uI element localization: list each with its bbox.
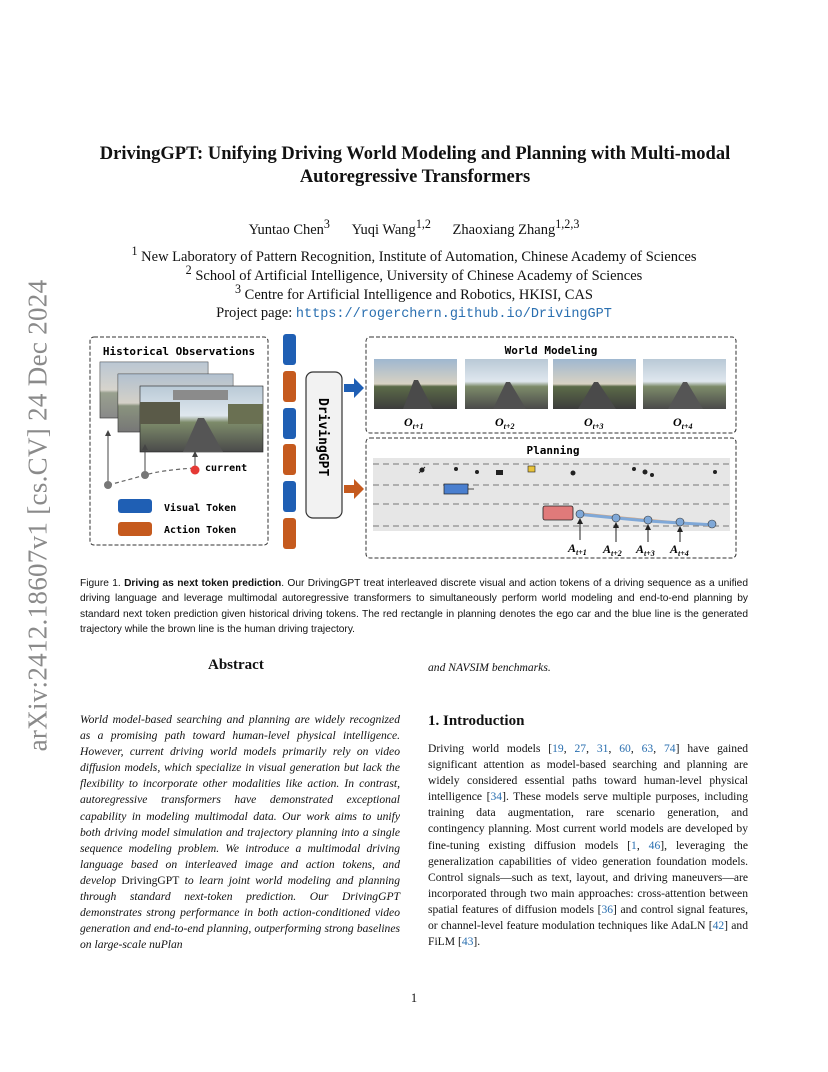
frame-label: $O_{t+4}$	[673, 415, 693, 431]
citation-link[interactable]: 46	[648, 838, 661, 852]
frame-label: $O_{t+3}$	[584, 415, 604, 431]
citation-link[interactable]: 36	[601, 902, 614, 916]
citation-link[interactable]: 34	[490, 790, 503, 804]
waypoint	[708, 520, 716, 528]
figure-caption: Figure 1. Driving as next token prediction. Our DrivingGPT treat interleaved discrete visual and action tokens of a driving sequence as a unified driving language and leverage multimodal autoregressive transformers to simultaneously perform world modeling and end-to-end planning by standard next token prediction given historical driving tokens. The red rectangle in planning denotes the ego car and the blue line is the generated trajectory while the brown line is the human driving trajectory.	[80, 578, 748, 635]
world-modeling-label: World Modeling	[504, 344, 598, 357]
project-page-label: Project page:	[216, 305, 293, 321]
introduction-heading: 1. Introduction	[428, 713, 525, 729]
legend-visual-swatch	[118, 499, 152, 513]
action-label: $A_{t+2}$	[603, 542, 622, 558]
historical-label: Historical Observations	[102, 345, 256, 358]
legend-action-swatch	[118, 522, 152, 536]
paper-title	[70, 143, 760, 189]
arrow-to-planning	[344, 479, 364, 499]
abstract-continuation: and NAVSIM benchmarks.	[428, 661, 551, 674]
current-point	[191, 466, 200, 475]
introduction-body: Driving world models [19, 27, 31, 60, 63, 74] have gained significant attention as model-based searching and planning are widely considered essential paths toward human-level physical intelligence [34]. These models serve multiple purposes, including training data augmentation, rare scenario generation, and contingency planning. Most current world models are developed by fine-tuning existing diffusion models [1, 46], leveraging the generalization capabilities of video generation foundation models. Control signals—such as text, layout, and driving maneuvers—are incorporated through two main approaches: cross-attention between spatial features of diffusion models [36] and control signal features, or channel-level feature modulation techniques like AdaLN [42] and FiLM [43].	[428, 742, 749, 949]
action-token	[283, 518, 296, 549]
action-label: $A_{t+4}$	[670, 542, 689, 558]
author: Zhaoxiang Zhang$^{1,2,3}$	[452, 217, 580, 238]
legend-action-label: Action Token	[164, 525, 237, 536]
drivinggpt-label: DrivingGPT	[315, 398, 330, 477]
planning-label: Planning	[526, 444, 580, 457]
action-label: $A_{t+3}$	[636, 542, 655, 558]
history-point	[104, 481, 112, 489]
citation-link[interactable]: 60	[619, 742, 631, 755]
action-token	[283, 371, 296, 402]
title-line-1: DrivingGPT: Unifying Driving World Modeling and Planning with Multi-modal	[99, 144, 731, 164]
citation-link[interactable]: 31	[596, 742, 609, 755]
current-label: current	[205, 463, 248, 474]
predicted-frame-1	[374, 359, 457, 409]
legend-visual-label: Visual Token	[164, 503, 237, 514]
waypoint	[612, 514, 620, 522]
project-page-line	[0, 305, 828, 322]
author: Yuqi Wang$^{1,2}$	[351, 217, 431, 238]
action-label: $A_{t+1}$	[568, 541, 587, 557]
arxiv-identifier: arXiv:2412.18607v1 [cs.CV] 24 Dec 2024	[22, 279, 53, 752]
agent-vehicle	[444, 484, 468, 494]
citation-link[interactable]: 43	[461, 935, 474, 949]
affiliation: $^2$ School of Artificial Intelligence, University of Chinese Academy of Sciences	[185, 263, 643, 284]
citation-link[interactable]: 1	[631, 838, 637, 852]
title-line-2: Autoregressive Transformers	[299, 167, 531, 187]
arrow-to-world	[344, 378, 364, 398]
abstract-heading: Abstract	[208, 657, 264, 673]
affiliation: $^3$ Centre for Artificial Intelligence and Robotics, HKISI, CAS	[235, 282, 593, 303]
action-token	[283, 444, 296, 475]
citation-link[interactable]: 63	[641, 742, 654, 755]
history-point	[141, 471, 149, 479]
figure-1-diagram	[88, 332, 738, 560]
waypoint	[576, 510, 584, 518]
page-number: 1	[410, 991, 418, 1005]
arxiv-sidebar	[18, 280, 58, 760]
frame-label: $O_{t+1}$	[404, 415, 424, 431]
author-list	[0, 217, 828, 239]
visual-token	[283, 334, 296, 365]
visual-token	[283, 481, 296, 512]
citation-link[interactable]: 74	[664, 742, 676, 755]
frame-label: $O_{t+2}$	[495, 415, 515, 431]
citation-link[interactable]: 27	[574, 742, 587, 755]
waypoint	[644, 516, 652, 524]
ego-car	[543, 506, 573, 520]
citation-link[interactable]: 42	[712, 919, 725, 933]
predicted-frame-4	[643, 359, 726, 409]
predicted-frame-3	[553, 359, 636, 409]
affiliation: $^1$ New Laboratory of Pattern Recognition, Institute of Automation, Chinese Academy of Sciences	[131, 244, 697, 265]
project-page-link[interactable]: https://rogerchern.github.io/DrivingGPT	[295, 307, 612, 322]
abstract-body: World model-based searching and planning are widely recognized as a promising path toward human-level physical intelligence. However, current driving world models primarily rely on video diffusion models, which specialize in visual generation but lack the flexibility to incorporate other modalities like action. In contrast, autoregressive transformers have demonstrated exceptional capability in modeling multimodal data. Our work aims to unify both driving model simulation and trajectory planning into a single sequence modeling problem. We introduce a multimodal driving language based on interleaved image and action tokens, and develop DrivingGPT to learn joint world modeling and planning through standard next-token prediction. Our DrivingGPT demonstrates strong performance in both action-conditioned video generation and end-to-end planning, outperforming strong baselines on large-scale nuPlan	[80, 713, 401, 952]
citation-link[interactable]: 19	[552, 742, 564, 755]
waypoint	[676, 518, 684, 526]
predicted-frame-2	[465, 359, 548, 409]
author: Yuntao Chen$^3$	[248, 217, 330, 238]
visual-token	[283, 408, 296, 439]
